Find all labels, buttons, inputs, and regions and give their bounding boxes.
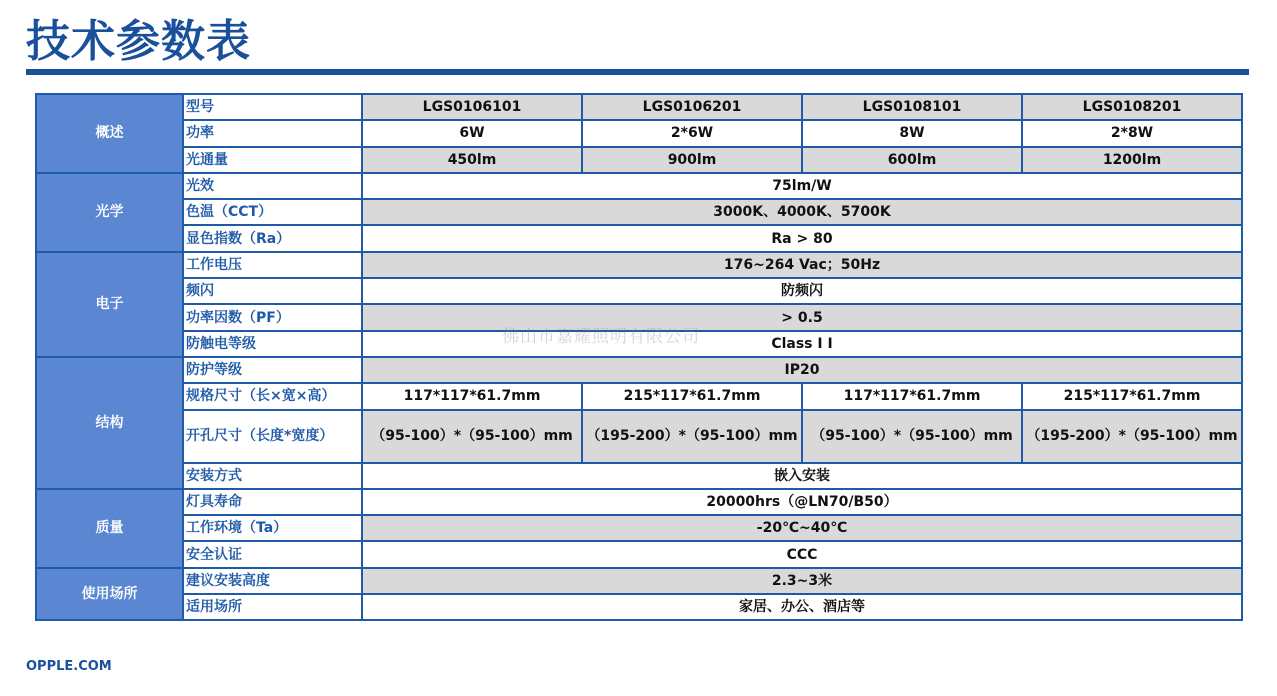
pf-value: > 0.5 [362, 304, 1242, 330]
category-structure: 结构 [36, 357, 183, 489]
table-row [36, 331, 1242, 357]
category-usage: 使用场所 [36, 568, 183, 621]
power-value: 2*8W [1022, 120, 1242, 146]
param-label: 防触电等级 [183, 331, 362, 357]
category-overview: 概述 [36, 94, 183, 173]
page-title: 技术参数表 [26, 16, 251, 67]
power-value: 2*6W [582, 120, 802, 146]
cutout-value: （95-100）*（95-100）mm [362, 410, 582, 463]
table-row [36, 199, 1242, 225]
flux-value: 1200lm [1022, 147, 1242, 173]
cri-value: Ra > 80 [362, 225, 1242, 251]
model-value: LGS0106101 [362, 94, 582, 120]
ip-value: IP20 [362, 357, 1242, 383]
param-label: 安全认证 [183, 541, 362, 567]
param-label: 防护等级 [183, 357, 362, 383]
param-label: 规格尺寸（长×宽×高） [183, 383, 362, 409]
param-label: 开孔尺寸（长度*宽度） [183, 410, 362, 463]
table-row [36, 463, 1242, 489]
table-row [36, 410, 1242, 463]
dimension-value: 215*117*61.7mm [582, 383, 802, 409]
footer-brand: OPPLE.COM [26, 659, 112, 674]
power-value: 6W [362, 120, 582, 146]
category-optics: 光学 [36, 173, 183, 252]
watermark: 佛山市嘉耀照明有限公司 [502, 327, 700, 347]
flux-value: 600lm [802, 147, 1022, 173]
param-label: 色温（CCT） [183, 199, 362, 225]
voltage-value: 176~264 Vac；50Hz [362, 252, 1242, 278]
table-row [36, 173, 1242, 199]
environment-value: -20℃~40℃ [362, 515, 1242, 541]
table-row [36, 568, 1242, 594]
param-label: 灯具寿命 [183, 489, 362, 515]
dimension-value: 117*117*61.7mm [362, 383, 582, 409]
table-row [36, 304, 1242, 330]
model-value: LGS0108201 [1022, 94, 1242, 120]
flux-value: 450lm [362, 147, 582, 173]
param-label: 建议安装高度 [183, 568, 362, 594]
places-value: 家居、办公、酒店等 [362, 594, 1242, 620]
certification-value: CCC [362, 541, 1242, 567]
model-value: LGS0106201 [582, 94, 802, 120]
power-value: 8W [802, 120, 1022, 146]
dimension-value: 117*117*61.7mm [802, 383, 1022, 409]
cutout-value: （195-200）*（95-100）mm [1022, 410, 1242, 463]
table-row [36, 252, 1242, 278]
cutout-value: （195-200）*（95-100）mm [582, 410, 802, 463]
param-label: 光效 [183, 173, 362, 199]
cct-value: 3000K、4000K、5700K [362, 199, 1242, 225]
efficacy-value: 75lm/W [362, 173, 1242, 199]
param-label: 工作电压 [183, 252, 362, 278]
param-label: 功率 [183, 120, 362, 146]
param-label: 工作环境（Ta） [183, 515, 362, 541]
flux-value: 900lm [582, 147, 802, 173]
table-row [36, 94, 1242, 120]
flicker-value: 防频闪 [362, 278, 1242, 304]
table-row [36, 120, 1242, 146]
category-electronics: 电子 [36, 252, 183, 357]
table-row [36, 278, 1242, 304]
table-row [36, 383, 1242, 409]
life-value: 20000hrs（@LN70/B50） [362, 489, 1242, 515]
param-label: 适用场所 [183, 594, 362, 620]
param-label: 安装方式 [183, 463, 362, 489]
install-value: 嵌入安装 [362, 463, 1242, 489]
param-label: 频闪 [183, 278, 362, 304]
param-label: 显色指数（Ra） [183, 225, 362, 251]
dimension-value: 215*117*61.7mm [1022, 383, 1242, 409]
param-label: 功率因数（PF） [183, 304, 362, 330]
table-row [36, 515, 1242, 541]
param-label: 型号 [183, 94, 362, 120]
table-row [36, 594, 1242, 620]
param-label: 光通量 [183, 147, 362, 173]
title-divider [26, 69, 1249, 75]
shock-class-value: Class Ⅰ Ⅰ [362, 331, 1242, 357]
model-value: LGS0108101 [802, 94, 1022, 120]
category-quality: 质量 [36, 489, 183, 568]
table-row [36, 357, 1242, 383]
table-row [36, 147, 1242, 173]
table-row [36, 489, 1242, 515]
cutout-value: （95-100）*（95-100）mm [802, 410, 1022, 463]
spec-table [35, 93, 1243, 621]
table-row [36, 225, 1242, 251]
height-value: 2.3~3米 [362, 568, 1242, 594]
table-row [36, 541, 1242, 567]
